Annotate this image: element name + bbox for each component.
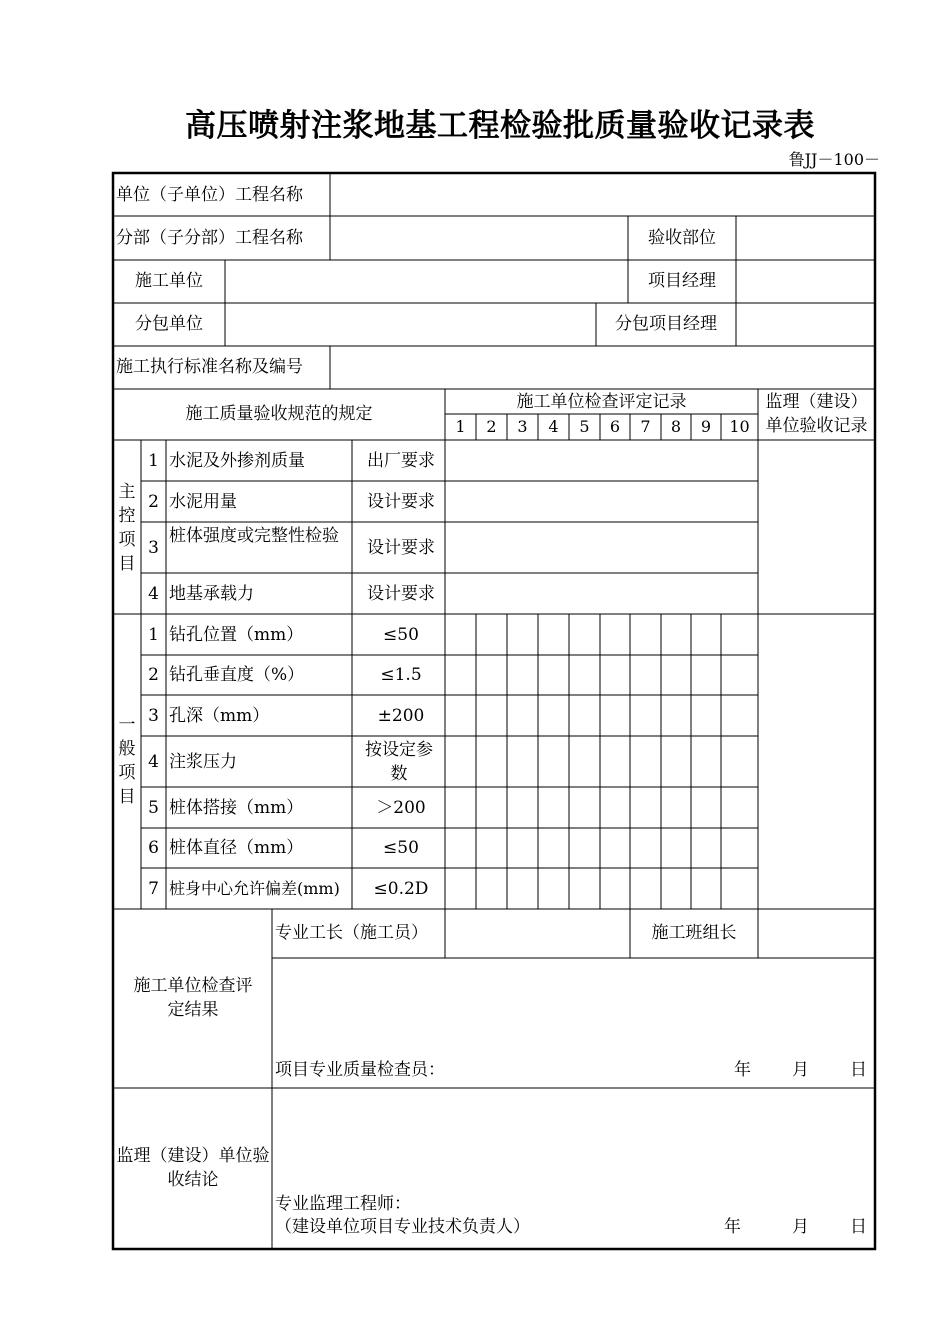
supervisor-date-year: 年 (724, 1217, 741, 1237)
document-code: 鲁JJ－100－ (788, 150, 880, 169)
main-item-no: 3 (148, 537, 159, 558)
main-item-requirement: 设计要求 (367, 583, 435, 604)
check-number-5: 5 (579, 417, 590, 436)
inspector-date-day: 日 (850, 1060, 867, 1080)
main-items-group-label: 主控项目 (118, 482, 136, 574)
general-item-requirement: ≤50 (383, 838, 419, 858)
main-item-name: 地基承载力 (169, 583, 254, 604)
owner-rep-label: （建设单位项目专业技术负责人） (275, 1217, 530, 1237)
supervisor-date-day: 日 (850, 1217, 867, 1237)
inspector-label: 项目专业质量检查员： (275, 1060, 445, 1080)
subcontract-manager-label: 分包项目经理 (615, 314, 717, 334)
check-number-4: 4 (548, 417, 559, 436)
general-item-name: 桩体直径（mm） (169, 838, 304, 858)
check-number-7: 7 (640, 417, 651, 436)
general-item-no: 2 (148, 665, 159, 685)
subcontract-unit-label: 分包单位 (135, 314, 203, 334)
general-item-no: 5 (148, 797, 159, 818)
general-item-name: 钻孔位置（mm） (169, 624, 304, 645)
check-result-label: 施工单位检查评定结果 (133, 976, 253, 1020)
main-item-name: 水泥及外掺剂质量 (169, 450, 305, 471)
supervision-header: 监理（建设）单位验收记录 (765, 392, 868, 436)
check-number-2: 2 (486, 417, 497, 436)
standard-label: 施工执行标准名称及编号 (116, 357, 303, 377)
supervisor-label: 专业监理工程师： (275, 1194, 411, 1214)
general-item-requirement: ≤1.5 (380, 665, 422, 685)
main-item-name: 桩体强度或完整性检验 (169, 525, 339, 546)
general-item-name: 桩体搭接（mm） (169, 797, 304, 818)
general-item-name: 钻孔垂直度（%） (169, 665, 305, 685)
supervision-conclusion-label: 监理（建设）单位验收结论 (116, 1146, 270, 1190)
inspector-date-year: 年 (734, 1060, 751, 1080)
check-number-8: 8 (670, 417, 682, 436)
general-item-no: 7 (148, 878, 159, 899)
general-item-name: 桩身中心允许偏差(mm) (169, 878, 340, 898)
general-item-no: 3 (148, 705, 159, 726)
foreman-label: 专业工长（施工员） (275, 923, 428, 943)
spec-header: 施工质量验收规范的规定 (185, 404, 373, 424)
general-item-requirement: ＞200 (376, 797, 426, 818)
check-header: 施工单位检查评定记录 (516, 392, 687, 412)
main-item-requirement: 设计要求 (367, 537, 435, 558)
check-number-1: 1 (455, 417, 466, 436)
general-items-group-label: 一般项目 (118, 715, 136, 807)
supervisor-date-month: 月 (792, 1217, 809, 1237)
project-manager-label: 项目经理 (648, 271, 716, 291)
check-number-3: 3 (517, 417, 528, 436)
check-number-9: 9 (700, 417, 712, 436)
main-item-no: 2 (148, 491, 159, 512)
unit-project-label: 单位（子单位）工程名称 (116, 185, 303, 205)
construction-unit-label: 施工单位 (135, 271, 203, 291)
sub-project-label: 分部（子分部）工程名称 (116, 228, 303, 248)
general-item-no: 6 (148, 838, 159, 858)
main-item-no: 1 (148, 450, 159, 471)
main-item-requirement: 出厂要求 (367, 450, 435, 471)
page-title: 高压喷射注浆地基工程检验批质量验收记录表 (185, 108, 815, 144)
team-leader-label: 施工班组长 (651, 923, 737, 943)
general-item-requirement: ≤0.2D (373, 878, 429, 899)
acceptance-part-label: 验收部位 (648, 228, 716, 248)
main-item-no: 4 (148, 583, 159, 604)
check-number-6: 6 (609, 417, 621, 436)
check-number-10: 10 (729, 417, 750, 436)
inspector-date-month: 月 (792, 1060, 809, 1080)
main-item-name: 水泥用量 (169, 491, 237, 512)
main-item-requirement: 设计要求 (367, 491, 435, 512)
general-item-name: 孔深（mm） (169, 705, 270, 726)
general-item-no: 4 (148, 751, 159, 772)
general-item-no: 1 (148, 624, 159, 645)
general-item-name: 注浆压力 (169, 751, 237, 772)
general-item-requirement: ±200 (377, 705, 425, 726)
general-item-requirement: 按设定参数 (365, 739, 433, 784)
general-item-requirement: ≤50 (383, 624, 419, 645)
